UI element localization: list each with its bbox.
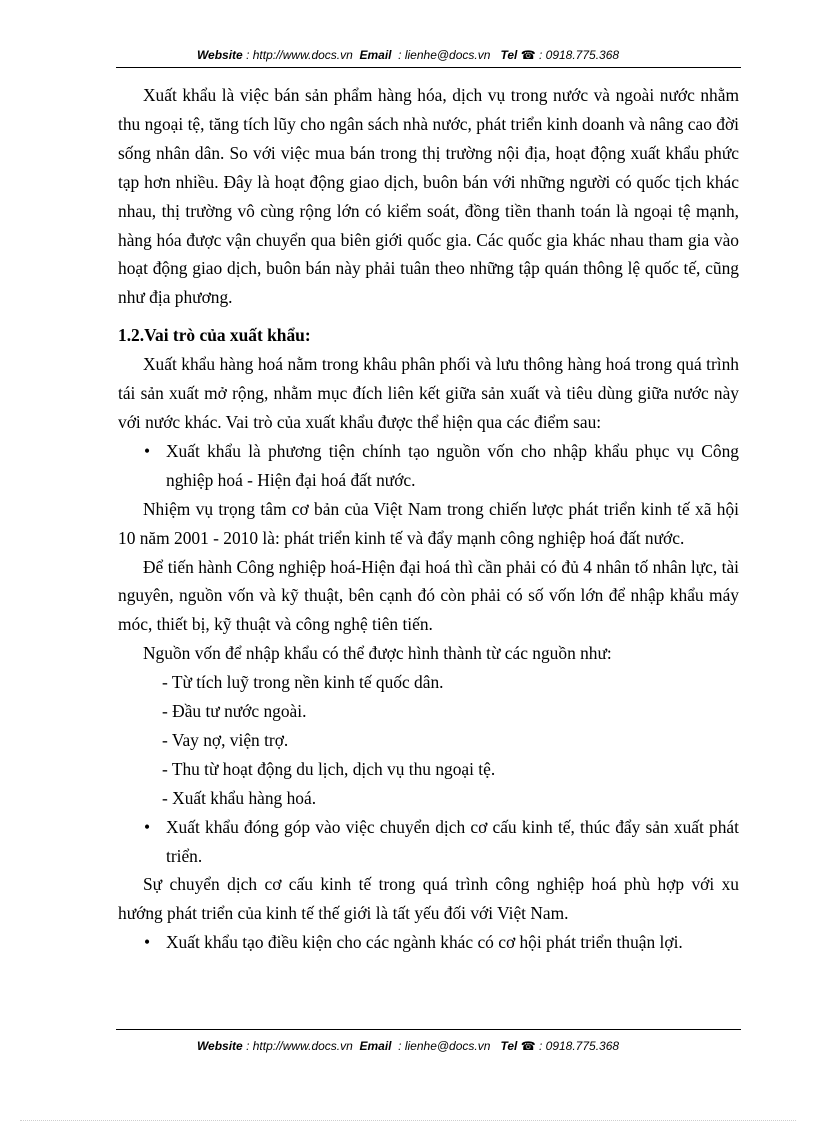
shift-paragraph: Sự chuyển dịch cơ cấu kinh tế trong quá trình công nghiệp hoá phù hợp với xu hướng phát triển của kinh tế thế giới là tất yếu đối với Việt Nam.: [118, 874, 739, 924]
sources-paragraph: Nguồn vốn để nhập khẩu có thể được hình thành từ các nguồn như:: [143, 643, 612, 664]
website-label: Website: [196, 1039, 243, 1053]
website-url[interactable]: http://www.docs.vn: [252, 1039, 353, 1053]
email-value[interactable]: lienhe@docs.vn: [404, 48, 491, 62]
email-separator: :: [394, 48, 405, 62]
document-body: [118, 81, 739, 957]
website-url[interactable]: http://www.docs.vn: [252, 48, 353, 62]
bullet-text-1: Xuất khẩu là phương tiện chính tạo nguồn vốn cho nhập khẩu phục vụ Công nghiệp hoá - Hiện đại hoá đất nước.: [166, 440, 739, 490]
email-separator: :: [394, 1039, 405, 1053]
phone-icon: ☎: [520, 48, 536, 62]
bullet-text-2: Xuất khẩu đóng góp vào việc chuyển dịch cơ cấu kinh tế, thúc đẩy sản xuất phát triển.: [166, 816, 739, 866]
email-label: Email: [359, 48, 392, 62]
website-separator: :: [242, 48, 253, 62]
list-item: - Xuất khẩu hàng hoá.: [162, 787, 317, 808]
email-label: Email: [359, 1039, 392, 1053]
bullet-item-1: [118, 437, 739, 495]
header-divider: [116, 67, 741, 68]
bullet-icon: •: [143, 932, 151, 953]
website-label: Website: [196, 48, 243, 62]
bullet-icon: •: [143, 440, 151, 461]
list-item: - Thu từ hoạt động du lịch, dịch vụ thu ngoại tệ.: [162, 758, 496, 779]
tel-value: : 0918.775.368: [535, 1039, 620, 1053]
bullet-item-2: [118, 813, 739, 871]
bullet-text-3: Xuất khẩu tạo điều kiện cho các ngành khác có cơ hội phát triển thuận lợi.: [166, 932, 683, 953]
email-value[interactable]: lienhe@docs.vn: [404, 1039, 491, 1053]
page-footer: [0, 1038, 816, 1054]
list-item: - Vay nợ, viện trợ.: [162, 729, 289, 750]
bullet-icon: •: [143, 816, 151, 837]
list-item: - Từ tích luỹ trong nền kinh tế quốc dân.: [162, 672, 444, 693]
tel-value: : 0918.775.368: [535, 48, 620, 62]
sources-list: [118, 668, 739, 813]
intro-paragraph: Xuất khẩu là việc bán sản phẩm hàng hóa, dịch vụ trong nước và ngoài nước nhằm thu ngoại tệ, tăng tích lũy cho ngân sách nhà nước, phát triển kinh doanh và nâng cao đời sống nhân dân. So với việc mua bán trong thị trường nội địa, hoạt động xuất khẩu phức tạp hơn nhiều. Đây là hoạt động giao dịch, buôn bán với những người có quốc tịch khác nhau, thị trường vô cùng rộng lớn có kiểm soát, đồng tiền thanh toán là ngoại tệ mạnh, hàng hóa được vận chuyển qua biên giới quốc gia. Các quốc gia khác nhau tham gia vào hoạt động giao dịch, buôn bán này phải tuân theo những tập quán thông lệ quốc tế, cũng như địa phương.: [118, 85, 739, 308]
tel-label: Tel: [500, 48, 518, 62]
list-item: - Đầu tư nước ngoài.: [162, 701, 307, 722]
page-edge-divider: [20, 1120, 796, 1121]
section-heading: 1.2.Vai trò của xuất khẩu:: [118, 325, 311, 346]
tel-label: Tel: [500, 1039, 518, 1053]
page-header: [0, 47, 816, 63]
task-paragraph: Nhiệm vụ trọng tâm cơ bản của Việt Nam trong chiến lược phát triển kinh tế xã hội 10 năm 2001 - 2010 là: phát triển kinh tế và đẩy mạnh công nghiệp hoá đất nước.: [118, 498, 739, 548]
footer-divider: [116, 1029, 741, 1030]
phone-icon: ☎: [520, 1039, 536, 1053]
role-paragraph: Xuất khẩu hàng hoá nằm trong khâu phân phối và lưu thông hàng hoá trong quá trình tái sản xuất mở rộng, nhằm mục đích liên kết giữa sản xuất và tiêu dùng giữa nước này với nước khác. Vai trò của xuất khẩu được thể hiện qua các điểm sau:: [118, 354, 739, 432]
website-separator: :: [242, 1039, 253, 1053]
factors-paragraph: Để tiến hành Công nghiệp hoá-Hiện đại hoá thì cần phải có đủ 4 nhân tố nhân lực, tài nguyên, nguồn vốn và kỹ thuật, bên cạnh đó còn phải có số vốn lớn để nhập khẩu máy móc, thiết bị, kỹ thuật và công nghệ tiên tiến.: [118, 556, 739, 635]
bullet-item-3: [118, 928, 739, 957]
